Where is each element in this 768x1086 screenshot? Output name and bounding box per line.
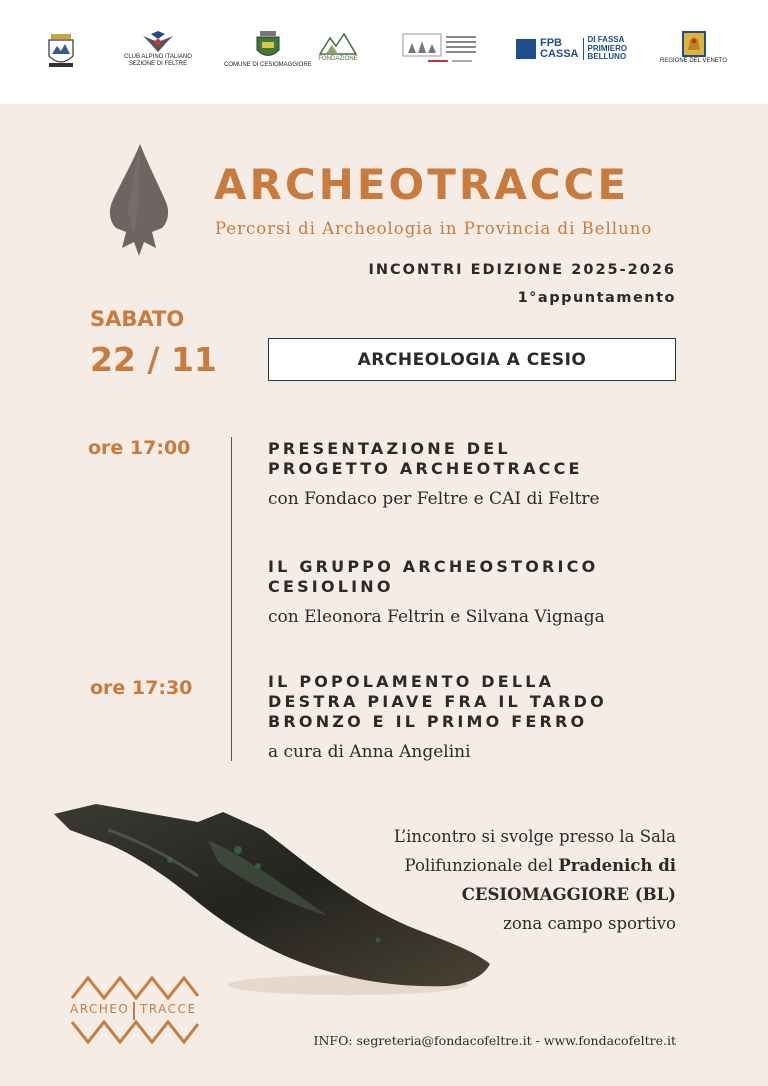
brand-subtitle: Percorsi di Archeologia in Provincia di Belluno	[215, 219, 653, 238]
venue-line-2b: Pradenich di	[558, 856, 676, 875]
bank-line-3: BELLUNO	[587, 52, 627, 61]
sponsor-logo-fondaco	[402, 33, 480, 69]
event-title-box: ARCHEOLOGIA A CESIO	[268, 338, 676, 381]
fondaco-feltre-logo-icon	[402, 33, 480, 69]
mountains-icon	[318, 32, 358, 56]
talk-1-title-line-1: PRESENTAZIONE DEL	[268, 439, 511, 458]
bank-sub-block	[588, 36, 628, 62]
sponsor-logo-comune	[224, 30, 312, 69]
time-slot-2: ore 17:30	[90, 677, 193, 699]
regione-caption: REGIONE DEL VENETO	[660, 58, 728, 64]
talk-3-title	[268, 672, 607, 732]
schedule-divider	[231, 437, 232, 761]
sponsor-logo-regione	[660, 30, 727, 65]
cai-caption-1: CLUB ALPINO ITALIANO	[124, 54, 192, 60]
sponsor-logo-1	[46, 32, 76, 70]
sponsor-logo-fondazione	[318, 32, 358, 63]
bank-mark-icon	[516, 39, 536, 59]
talk-3-title-line-2: DESTRA PIAVE FRA IL TARDO	[268, 692, 607, 711]
talk-2-title-line-1: IL GRUPPO ARCHEOSTORICO	[268, 557, 599, 576]
edition-label: INCONTRI EDIZIONE 2025-2026	[368, 262, 676, 278]
venue-line-3	[394, 880, 676, 909]
bank-line-2: PRIMIERO	[587, 43, 628, 53]
bank-line-1: DI FASSA	[587, 35, 625, 44]
sponsor-logo-bank	[516, 36, 627, 62]
cai-caption-2: SEZIONE DI FELTRE	[128, 60, 188, 67]
talk-3-title-line-1: IL POPOLAMENTO DELLA	[268, 672, 555, 691]
sponsor-bar	[0, 0, 768, 104]
talk-3-speakers: a cura di Anna Angelini	[268, 742, 471, 762]
bank-short-1: FPB	[540, 36, 562, 49]
small-logo-word-right: TRACCE	[140, 1002, 197, 1016]
talk-2-title-line-2: CESIOLINO	[268, 577, 394, 596]
bank-name-block	[536, 38, 579, 60]
appointment-label: 1°appuntamento	[517, 290, 676, 306]
talk-1-speakers: con Fondaco per Feltre e CAI di Feltre	[268, 489, 600, 509]
coat-of-arms-icon	[46, 32, 76, 70]
venue-line-2a: Polifunzionale del	[404, 856, 559, 875]
event-day: SABATO	[90, 307, 185, 331]
event-date: 22 / 11	[90, 340, 217, 379]
comune-crest-icon	[254, 30, 282, 62]
time-slot-1: ore 17:00	[88, 437, 191, 459]
flint-arrowhead-icon	[106, 144, 172, 256]
talk-1-title	[268, 439, 583, 479]
sponsor-logo-cai	[124, 30, 192, 68]
cai-eagle-icon	[141, 30, 175, 54]
brand-title: ARCHEOTRACCE	[214, 160, 630, 209]
talk-2-title	[268, 557, 598, 597]
venue-line-4: zona campo sportivo	[503, 914, 676, 933]
archeotracce-small-logo	[70, 972, 200, 1052]
small-logo-word-left: ARCHEO	[70, 1002, 130, 1016]
comune-caption: COMUNE DI CESIOMAGGIORE	[224, 62, 312, 68]
contact-info: INFO: segreteria@fondacofeltre.it - www.fondacofeltre.it	[313, 1033, 676, 1048]
venue-line-1: L’incontro si svolge presso la Sala	[393, 827, 676, 846]
talk-2-speakers: con Eleonora Feltrin e Silvana Vignaga	[268, 607, 605, 627]
bank-divider	[583, 38, 584, 60]
talk-1-title-line-2: PROGETTO ARCHEOTRACCE	[268, 459, 583, 478]
venue-line-2	[394, 851, 676, 880]
talk-3-title-line-3: BRONZO E IL PRIMO FERRO	[268, 712, 588, 731]
lion-of-st-mark-icon	[681, 30, 707, 58]
bank-short-2: CASSA	[540, 47, 579, 60]
venue-town: CESIOMAGGIORE (BL)	[461, 885, 676, 904]
fondazione-caption: FONDAZIONE	[318, 56, 358, 62]
venue-info	[394, 822, 676, 938]
